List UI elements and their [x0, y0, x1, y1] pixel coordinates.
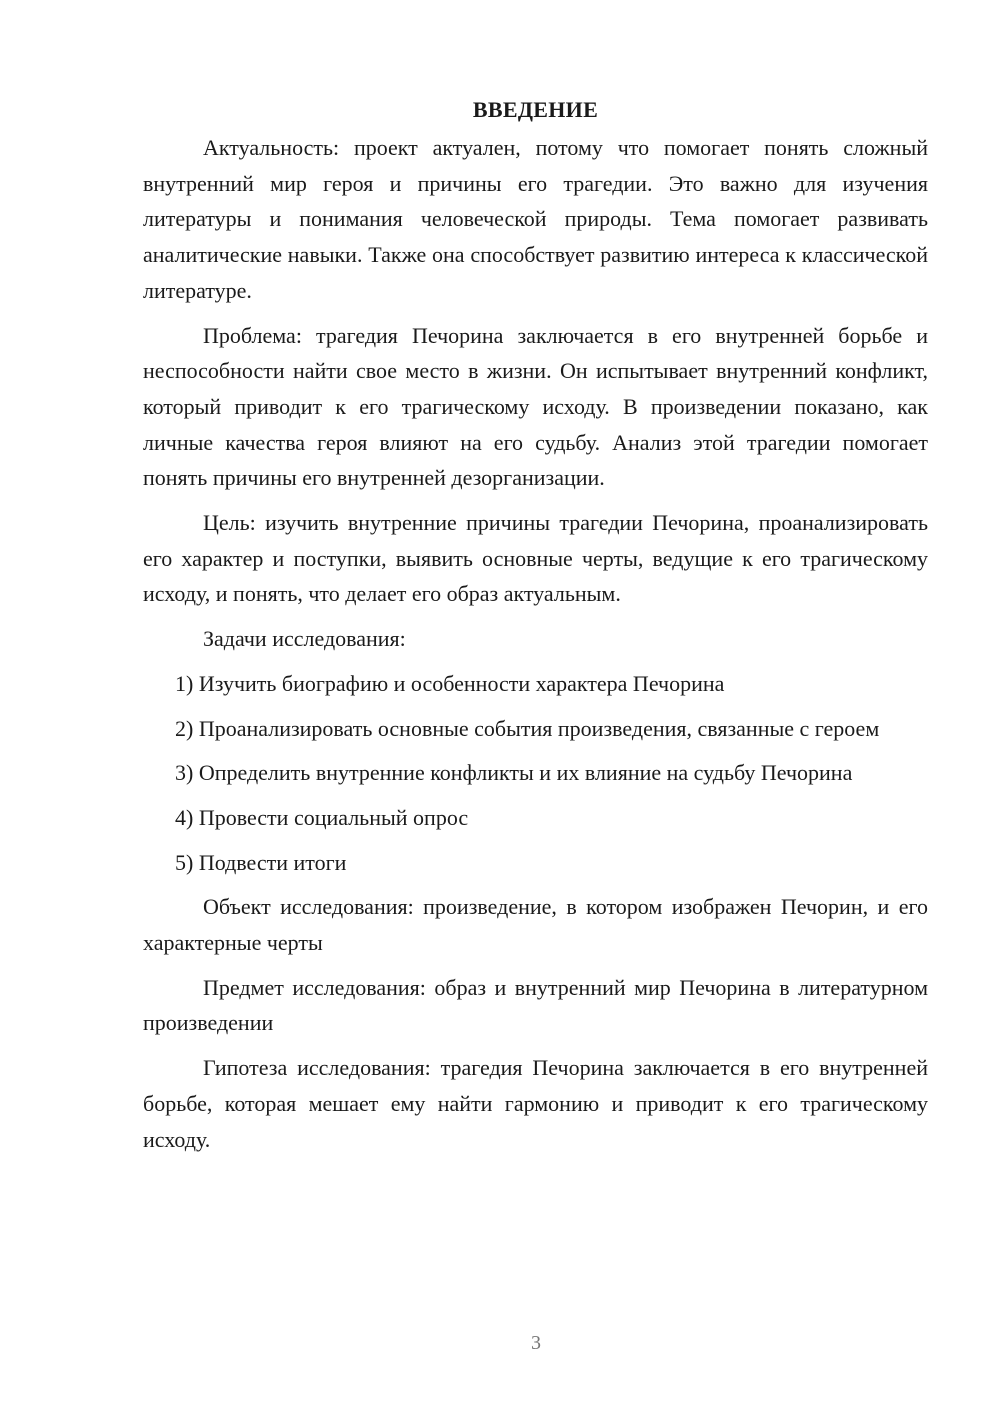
problem-paragraph: Проблема: трагедия Печорина заключается в его внутренней борьбе и неспособности найти свое место в жизни. Он испытывает внутренний конфликт, который приводит к его трагическому исходу. В произведении показано, как личные качества героя влияют на его судьбу. Анализ этой трагедии помогает понять причины его внутренней дезорганизации.	[143, 322, 928, 491]
hypothesis-paragraph: Гипотеза исследования: трагедия Печорина заключается в его внутренней борьбе, которая мешает ему найти гармонию и приводит к его трагическому исходу.	[143, 1055, 928, 1152]
page-number: 3	[531, 1332, 541, 1354]
tasks-heading: Задачи исследования:	[203, 626, 406, 652]
list-item: 1) Изучить биографию и особенности характера Печорина	[175, 670, 725, 696]
list-item: 5) Подвести итоги	[175, 849, 347, 875]
goal-paragraph: Цель: изучить внутренние причины трагедии Печорина, проанализировать его характер и поступки, выявить основные черты, ведущие к его трагическому исходу, и понять, что делает его образ актуальным.	[143, 510, 928, 607]
document-page	[143, 93, 928, 1157]
object-paragraph: Объект исследования: произведение, в котором изображен Печорин, и его характерные черты	[143, 894, 928, 956]
page-title: ВВЕДЕНИЕ	[472, 97, 599, 122]
subject-paragraph: Предмет исследования: образ и внутренний мир Печорина в литературном произведении	[143, 974, 928, 1036]
list-item: 2) Проанализировать основные события произведения, связанные с героем	[175, 715, 880, 741]
relevance-paragraph: Актуальность: проект актуален, потому что помогает понять сложный внутренний мир героя и причины его трагедии. Это важно для изучения литературы и понимания человеческой природы. Тема помогает развивать аналитические навыки. Также она способствует развитию интереса к классической литературе.	[143, 135, 928, 303]
list-item: 4) Провести социальный опрос	[175, 804, 469, 830]
list-item: 3) Определить внутренние конфликты и их влияние на судьбу Печорина	[175, 760, 853, 786]
